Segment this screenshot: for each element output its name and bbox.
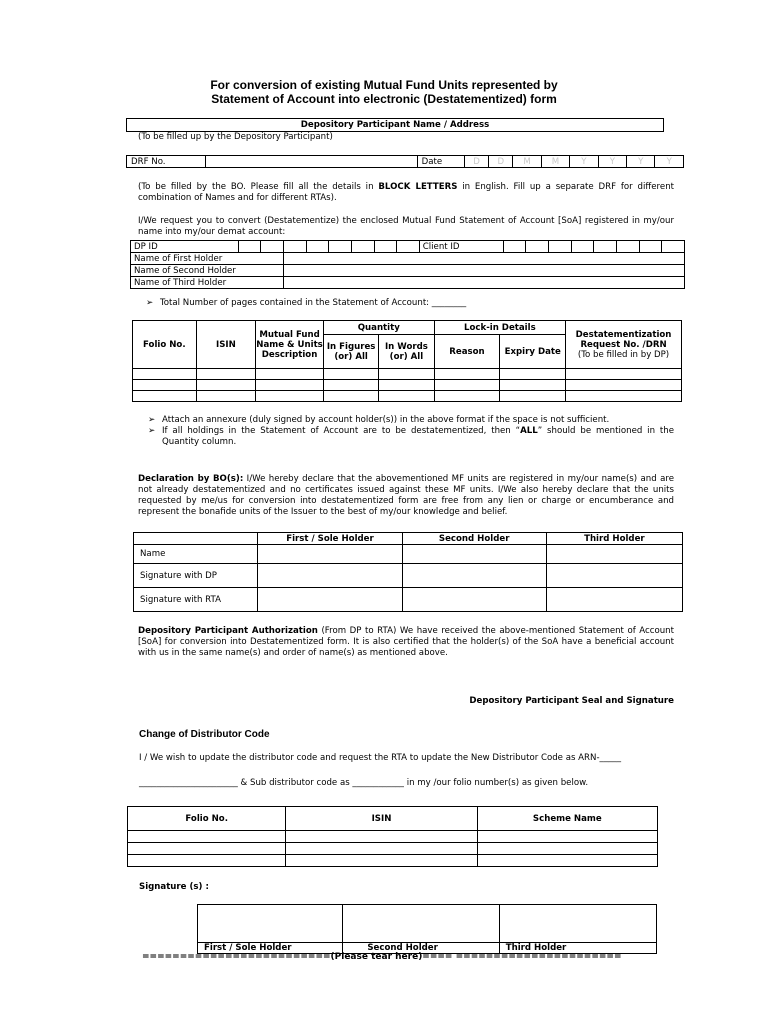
units-table [132,320,682,402]
client-id-box[interactable] [662,241,685,253]
date-box-y1[interactable]: Y [570,156,598,168]
bo-note-text-1: (To be filled by the BO. Please fill all the details in [138,182,379,192]
form-title-line2: Statement of Account into electronic (Destatementized) form [211,92,557,106]
folio-table [127,806,658,867]
col-in-words: In Words (or) All [379,335,434,369]
second-holder-signature-box[interactable] [343,905,499,943]
first-holder-rta-signature[interactable] [258,588,402,612]
dp-authorization [138,626,674,659]
table-row[interactable] [128,831,658,843]
date-box-m2[interactable]: M [541,156,569,168]
row-signature-dp-label: Signature with DP [134,564,258,588]
third-holder-field[interactable] [284,277,685,289]
all-note-bold: ALL [520,426,538,436]
third-holder-signature-box[interactable] [499,905,656,943]
dp-id-box[interactable] [284,241,307,253]
col-drn-note: (To be filled in by DP) [577,349,670,360]
tear-line: =========================(Please tear here)==== ====================== [142,952,622,962]
seal-signature-label: Depository Participant Seal and Signature [469,696,674,706]
dp-id-box[interactable] [351,241,374,253]
dp-id-label: DP ID [131,241,239,253]
col-isin: ISIN [286,807,477,831]
row-signature-rta-label: Signature with RTA [134,588,258,612]
client-id-label: Client ID [419,241,503,253]
first-holder-name-field[interactable] [258,545,402,564]
holders-signature-table [133,532,683,612]
col-drn [566,321,682,369]
date-box-d1[interactable]: D [464,156,488,168]
col-in-figures: In Figures (or) All [323,335,378,369]
arrow-bullet-icon: ➢ [148,415,156,425]
third-holder-rta-signature[interactable] [546,588,682,612]
first-holder-label: Name of First Holder [131,253,284,265]
client-id-box[interactable] [571,241,594,253]
dp-name-address-header: Depository Participant Name / Address [126,118,664,132]
table-row[interactable] [133,369,682,380]
second-holder-field[interactable] [284,265,685,277]
client-id-box[interactable] [616,241,639,253]
first-holder-sig-label: First / Sole Holder [198,943,343,954]
distributor-title: Change of Distributor Code [139,729,270,740]
auth-text: (From DP to RTA) We have received the above-mentioned Statement of Account [SoA] for conversion into Destatementized form. It is also certified that the holder(s) of the SoA have a beneficial account with us in the same name(s) and order of name(s) as mentioned above. [138,626,674,658]
table-row[interactable] [128,855,658,867]
first-holder-dp-signature[interactable] [258,564,402,588]
bo-note [138,182,674,204]
row-name-label: Name [134,545,258,564]
client-id-box[interactable] [639,241,662,253]
table-row[interactable] [133,391,682,402]
col-lockin: Lock-in Details [434,321,566,335]
table-row[interactable] [133,380,682,391]
date-label: Date [417,156,464,168]
auth-label: Depository Participant Authorization [138,626,318,636]
annexure-note-text: Attach an annexure (duly signed by account holder(s)) in the above format if the space is not sufficient. [162,415,610,425]
all-holdings-note [148,426,674,448]
col-expiry-date: Expiry Date [500,335,566,369]
col-isin: ISIN [196,321,255,369]
distributor-line2: _______________________ & Sub distributor code as ____________ in my /our folio number(s) as given below. [139,778,589,788]
col-blank [134,533,258,545]
declaration-label: Declaration by BO(s): [138,474,244,484]
client-id-box[interactable] [549,241,572,253]
pages-note [146,298,467,309]
second-holder-label: Name of Second Holder [131,265,284,277]
date-box-m1[interactable]: M [513,156,541,168]
dp-id-box[interactable] [238,241,261,253]
dp-id-box[interactable] [329,241,352,253]
col-reason: Reason [434,335,500,369]
col-folio-no: Folio No. [133,321,197,369]
drf-number-field[interactable] [205,156,417,168]
form-title [0,78,768,106]
col-second-holder: Second Holder [402,533,546,545]
col-mf-name: Mutual Fund Name & Units Description [256,321,324,369]
second-holder-dp-signature[interactable] [402,564,546,588]
drf-label: DRF No. [127,156,206,168]
distributor-line1: I / We wish to update the distributor code and request the RTA to update the New Distributor Code as ARN-_____ [139,753,622,763]
date-box-d2[interactable]: D [489,156,513,168]
date-box-y4[interactable]: Y [655,156,684,168]
account-details-table [130,240,685,289]
all-note-text-2: ” should be mentioned in the Quantity column. [162,426,674,447]
col-folio-no: Folio No. [128,807,286,831]
dp-id-box[interactable] [397,241,420,253]
request-text: I/We request you to convert (Destatementize) the enclosed Mutual Fund Statement of Account [SoA] registered in my/our name into my/our demat account: [138,216,674,237]
date-box-y3[interactable]: Y [627,156,655,168]
first-holder-signature-box[interactable] [198,905,343,943]
third-holder-dp-signature[interactable] [546,564,682,588]
pages-text: Total Number of pages contained in the Statement of Account: ________ [160,298,467,308]
declaration-text: I/We hereby declare that the abovementioned MF units are registered in my/our name(s) and are not already destatementized and no certificates issued against these MF units. I/We also hereby declare that the units requested by me/us for conversion into destatementized form are free from any lien or charge or encumberance and represent the bonafide units of the Issuer to the best of my/our knowledge and belief. [138,474,674,517]
table-row[interactable] [128,843,658,855]
client-id-box[interactable] [526,241,549,253]
date-box-y2[interactable]: Y [598,156,626,168]
col-scheme-name: Scheme Name [477,807,657,831]
drf-row [126,155,684,168]
second-holder-rta-signature[interactable] [402,588,546,612]
third-holder-label: Name of Third Holder [131,277,284,289]
arrow-bullet-icon: ➢ [148,426,156,436]
dp-id-box[interactable] [306,241,329,253]
arrow-bullet-icon: ➢ [146,298,154,308]
signature-boxes [197,904,657,954]
annexure-note [148,415,674,426]
col-drn-label: Destatementization Request No. /DRN [575,329,672,350]
dp-id-box[interactable] [374,241,397,253]
form-title-line1: For conversion of existing Mutual Fund Units represented by [210,78,558,92]
col-third-holder: Third Holder [546,533,682,545]
all-note-text-1: If all holdings in the Statement of Account are to be destatementized, then “ [162,426,521,436]
bo-note-bold: BLOCK LETTERS [378,182,458,192]
dp-id-box[interactable] [261,241,284,253]
declaration [138,474,674,518]
second-holder-sig-label: Second Holder [343,943,499,954]
bo-note-text-2: in English. Fill up a separate DRF for different combination of Names and for different RTAs). [138,182,675,203]
third-holder-sig-label: Third Holder [499,943,656,954]
third-holder-name-field[interactable] [546,545,682,564]
col-quantity: Quantity [323,321,434,335]
second-holder-name-field[interactable] [402,545,546,564]
dp-note: (To be filled up by the Depository Participant) [138,132,333,142]
client-id-box[interactable] [503,241,526,253]
first-holder-field[interactable] [284,253,685,265]
col-first-holder: First / Sole Holder [258,533,402,545]
signature-label: Signature (s) : [139,882,209,892]
client-id-box[interactable] [594,241,617,253]
